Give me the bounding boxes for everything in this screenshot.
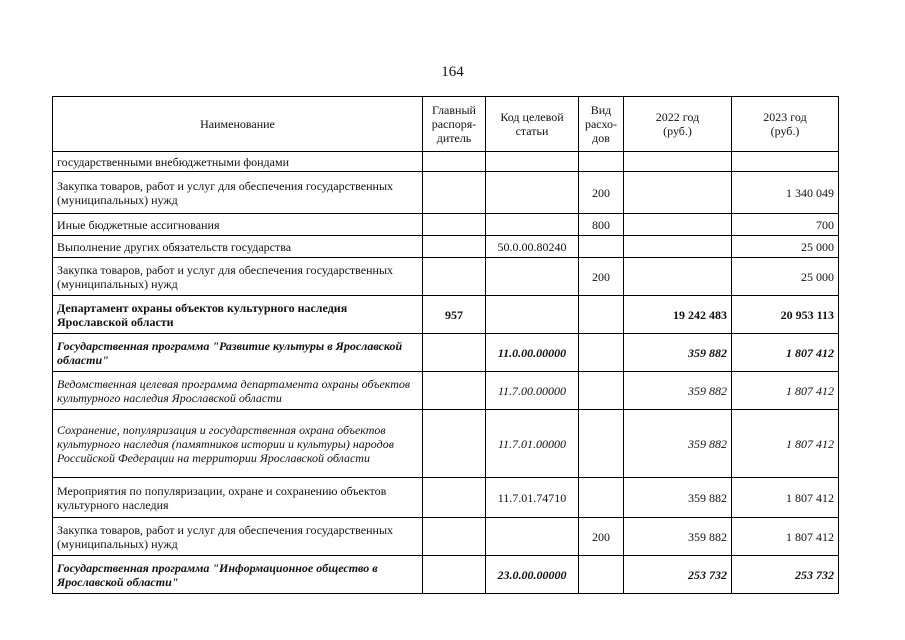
cell-code: 11.7.01.74710 — [486, 478, 579, 518]
cell-expense-type — [579, 556, 624, 594]
header-expense-type: Вид расхо- дов — [579, 97, 624, 152]
cell-code: 11.0.00.00000 — [486, 334, 579, 372]
cell-2022 — [624, 152, 732, 172]
cell-code: 11.7.00.00000 — [486, 372, 579, 410]
cell-name: Иные бюджетные ассигнования — [53, 214, 423, 236]
cell-expense-type: 800 — [579, 214, 624, 236]
table-row — [53, 214, 839, 236]
cell-code — [486, 296, 579, 334]
table-row — [53, 556, 839, 594]
cell-2023: 20 953 113 — [732, 296, 839, 334]
cell-name: Государственная программа "Развитие культуры в Ярославской области" — [53, 334, 423, 372]
cell-name: Ведомственная целевая программа департамента охраны объектов культурного наследия Ярославской области — [53, 372, 423, 410]
cell-name: Государственная программа "Информационное общество в Ярославской области" — [53, 556, 423, 594]
cell-2023: 25 000 — [732, 258, 839, 296]
cell-manager — [423, 214, 486, 236]
cell-name: Закупка товаров, работ и услуг для обеспечения государственных (муниципальных) нужд — [53, 518, 423, 556]
cell-code: 11.7.01.00000 — [486, 410, 579, 478]
table-header-row — [53, 97, 839, 152]
table-row — [53, 334, 839, 372]
cell-2023: 700 — [732, 214, 839, 236]
cell-expense-type: 200 — [579, 172, 624, 214]
cell-expense-type — [579, 296, 624, 334]
cell-manager — [423, 152, 486, 172]
cell-code — [486, 258, 579, 296]
cell-manager — [423, 556, 486, 594]
cell-2023: 1 340 049 — [732, 172, 839, 214]
cell-2022 — [624, 172, 732, 214]
cell-name: государственными внебюджетными фондами — [53, 152, 423, 172]
cell-manager — [423, 478, 486, 518]
cell-2023: 1 807 412 — [732, 334, 839, 372]
cell-2023: 25 000 — [732, 236, 839, 258]
cell-2023: 253 732 — [732, 556, 839, 594]
cell-expense-type — [579, 372, 624, 410]
cell-expense-type — [579, 152, 624, 172]
cell-2022: 19 242 483 — [624, 296, 732, 334]
cell-expense-type — [579, 410, 624, 478]
header-2023: 2023 год (руб.) — [732, 97, 839, 152]
cell-manager — [423, 410, 486, 478]
header-manager: Главный распоря- дитель — [423, 97, 486, 152]
cell-2022: 359 882 — [624, 478, 732, 518]
table-row — [53, 236, 839, 258]
cell-2022: 359 882 — [624, 410, 732, 478]
table-row — [53, 296, 839, 334]
table-row — [53, 518, 839, 556]
cell-2023 — [732, 152, 839, 172]
table-row — [53, 258, 839, 296]
cell-manager — [423, 236, 486, 258]
cell-2022 — [624, 236, 732, 258]
cell-2022 — [624, 258, 732, 296]
cell-manager — [423, 518, 486, 556]
cell-2023: 1 807 412 — [732, 478, 839, 518]
table-row — [53, 410, 839, 478]
header-2022: 2022 год (руб.) — [624, 97, 732, 152]
cell-name: Выполнение других обязательств государства — [53, 236, 423, 258]
cell-code — [486, 518, 579, 556]
cell-manager — [423, 372, 486, 410]
table-row — [53, 372, 839, 410]
cell-2023: 1 807 412 — [732, 410, 839, 478]
cell-name: Мероприятия по популяризации, охране и сохранению объектов культурного наследия — [53, 478, 423, 518]
cell-name: Сохранение, популяризация и государственная охрана объектов культурного наследия (памятников истории и культуры) народов Российской Федерации на территории Ярославской области — [53, 410, 423, 478]
cell-2022 — [624, 214, 732, 236]
cell-manager — [423, 258, 486, 296]
cell-2022: 253 732 — [624, 556, 732, 594]
cell-code — [486, 172, 579, 214]
cell-2022: 359 882 — [624, 518, 732, 556]
cell-code — [486, 152, 579, 172]
cell-expense-type — [579, 334, 624, 372]
cell-2023: 1 807 412 — [732, 372, 839, 410]
page-number: 164 — [441, 64, 464, 80]
cell-code: 23.0.00.00000 — [486, 556, 579, 594]
cell-expense-type — [579, 478, 624, 518]
cell-manager — [423, 172, 486, 214]
cell-expense-type: 200 — [579, 258, 624, 296]
cell-manager: 957 — [423, 296, 486, 334]
cell-expense-type: 200 — [579, 518, 624, 556]
table-row — [53, 172, 839, 214]
cell-code: 50.0.00.80240 — [486, 236, 579, 258]
cell-2023: 1 807 412 — [732, 518, 839, 556]
cell-2022: 359 882 — [624, 372, 732, 410]
cell-manager — [423, 334, 486, 372]
cell-name: Департамент охраны объектов культурного наследия Ярославской области — [53, 296, 423, 334]
cell-name: Закупка товаров, работ и услуг для обеспечения государственных (муниципальных) нужд — [53, 258, 423, 296]
table-row — [53, 478, 839, 518]
budget-table — [52, 96, 839, 594]
table-row — [53, 152, 839, 172]
header-name: Наименование — [53, 97, 423, 152]
header-code: Код целевой статьи — [486, 97, 579, 152]
cell-expense-type — [579, 236, 624, 258]
cell-name: Закупка товаров, работ и услуг для обеспечения государственных (муниципальных) нужд — [53, 172, 423, 214]
cell-code — [486, 214, 579, 236]
cell-2022: 359 882 — [624, 334, 732, 372]
